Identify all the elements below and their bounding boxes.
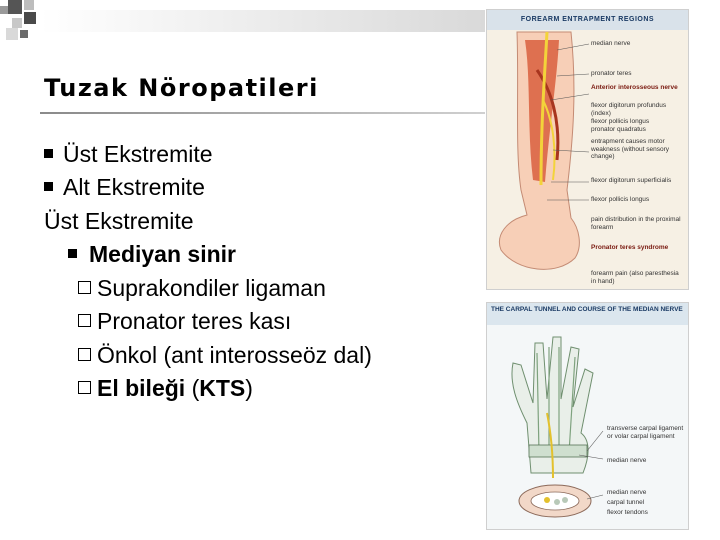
label-pain-distribution: pain distribution in the proximal forearm bbox=[591, 216, 681, 231]
list-item-text: Pronator teres kası bbox=[97, 308, 292, 334]
label-fdp: flexor digitorum profundus (index) bbox=[591, 102, 667, 117]
hand-illustration bbox=[487, 303, 689, 530]
label-median-nerve: median nerve bbox=[591, 40, 631, 47]
title-bar-gradient bbox=[40, 10, 485, 32]
hollow-square-bullet-icon bbox=[78, 281, 91, 294]
forearm-entrapment-figure bbox=[486, 9, 689, 290]
list-item-text: Alt Ekstremite bbox=[63, 174, 205, 200]
list-item bbox=[78, 274, 326, 302]
list-item-text: Mediyan sinir bbox=[89, 241, 236, 267]
label-carpal-tunnel: carpal tunnel bbox=[607, 499, 645, 506]
list-item bbox=[78, 307, 291, 335]
label-fpl: flexor pollicis longus bbox=[591, 118, 650, 125]
hollow-square-bullet-icon bbox=[78, 348, 91, 361]
list-item bbox=[78, 374, 253, 402]
label-pronator-teres: pronator teres bbox=[591, 70, 632, 77]
label-median-nerve-2: median nerve bbox=[607, 489, 647, 496]
square-bullet-icon bbox=[44, 149, 53, 158]
label-median-nerve: median nerve bbox=[607, 457, 647, 464]
label-transverse-ligament: transverse carpal ligament or volar carpal ligament bbox=[607, 425, 684, 440]
list-item-text-bold: El bileği bbox=[97, 375, 186, 401]
title-divider bbox=[40, 112, 485, 114]
label-entrapment: entrapment causes motor weakness (without sensory change) bbox=[591, 138, 670, 160]
hollow-square-bullet-icon bbox=[78, 314, 91, 327]
label-fds: flexor digitorum superficialis bbox=[591, 177, 672, 184]
square-bullet-icon bbox=[68, 249, 77, 258]
list-item bbox=[44, 207, 194, 235]
label-pronator-syndrome: Pronator teres syndrome bbox=[591, 244, 669, 251]
label-fpl-2: flexor pollicis longus bbox=[591, 196, 650, 203]
list-item bbox=[44, 140, 213, 168]
list-item bbox=[68, 240, 236, 268]
carpal-tunnel-figure bbox=[486, 302, 689, 530]
list-item-text: Önkol (ant interosseöz dal) bbox=[97, 342, 372, 368]
list-item-text: ( bbox=[185, 375, 200, 401]
list-item-text-bold: KTS bbox=[199, 375, 246, 401]
label-forearm-pain: forearm pain (also paresthesia in hand) bbox=[591, 270, 679, 285]
list-item bbox=[44, 173, 205, 201]
hollow-square-bullet-icon bbox=[78, 381, 91, 394]
list-item-text: Üst Ekstremite bbox=[44, 208, 194, 234]
list-item bbox=[78, 341, 372, 369]
label-pq: pronator quadratus bbox=[591, 126, 646, 133]
list-item-text: Suprakondiler ligaman bbox=[97, 275, 326, 301]
page-title: Tuzak Nöropatileri bbox=[44, 74, 319, 102]
square-bullet-icon bbox=[44, 182, 53, 191]
figure-heading: THE CARPAL TUNNEL AND COURSE OF THE MEDIAN NERVE bbox=[487, 303, 688, 325]
label-anterior-interosseous: Anterior interosseous nerve bbox=[591, 84, 678, 91]
list-item-text: Üst Ekstremite bbox=[63, 141, 213, 167]
label-flexor-tendons: flexor tendons bbox=[607, 509, 648, 516]
figure-heading: FOREARM ENTRAPMENT REGIONS bbox=[487, 10, 688, 30]
list-item-text: ) bbox=[245, 375, 253, 401]
